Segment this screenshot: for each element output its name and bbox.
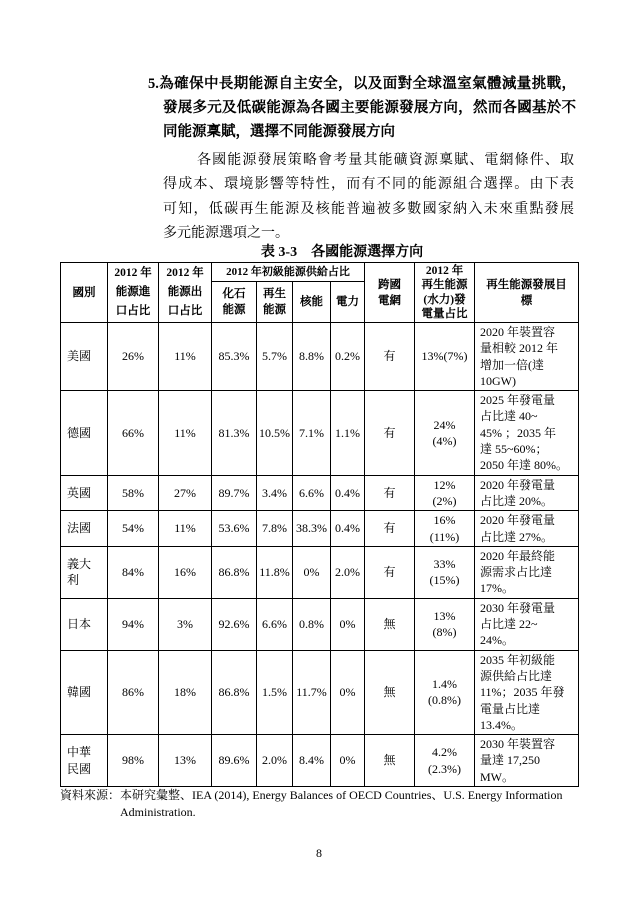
header-line: 能源出 [167, 286, 203, 298]
table-row [61, 391, 579, 475]
energy-choice-table [60, 262, 579, 787]
heading-line: 5.為確保中長期能源自主安全，以及面對全球溫室氣體減量挑戰， [148, 76, 576, 92]
country-name: 英國 [67, 485, 92, 500]
source-line: Administration. [120, 805, 196, 820]
renewable-generation-cell [415, 391, 475, 475]
header-cross-border-grid [365, 263, 415, 323]
import-share-cell: 26% [108, 323, 159, 391]
header-line: 2012 年 [166, 267, 204, 279]
export-share-cell: 11% [159, 323, 212, 391]
cross-border-grid-cell: 有 [365, 546, 415, 598]
country-name: 德國 [67, 425, 92, 440]
renewable-generation-cell [415, 475, 475, 511]
cell-line: 13% [433, 608, 456, 623]
renewable-share-cell: 6.6% [257, 598, 293, 650]
electricity-share-cell: 0.4% [331, 475, 365, 511]
country-cell [61, 598, 108, 650]
renewable-generation-cell [415, 598, 475, 650]
header-line: 2012 年 [425, 264, 464, 277]
cell-line: 2050 年達 80%。 [480, 458, 568, 473]
cross-border-grid-cell: 無 [365, 735, 415, 787]
header-line: 再生能源發展目 [486, 278, 567, 291]
header-renewable-generation [415, 263, 475, 323]
renewable-target-cell [475, 391, 579, 475]
table-row [61, 546, 579, 598]
cell-line: 2020 年最終能 [480, 548, 556, 563]
export-share-cell: 18% [159, 650, 212, 734]
header-country: 國別 [61, 263, 108, 323]
renewable-share-cell: 10.5% [257, 391, 293, 475]
cell-line: 4.2% [432, 745, 457, 760]
paragraph-line: 得成本、環境影響等特性，而有不同的能源組合選擇。由下表 [163, 177, 574, 193]
renewable-target-cell [475, 323, 579, 391]
header-export-share [159, 263, 212, 323]
header-line: 口占比 [167, 305, 203, 317]
nuclear-share-cell: 8.4% [293, 735, 331, 787]
renewable-share-cell: 5.7% [257, 323, 293, 391]
source-line: 本研究彙整、IEA (2014), Energy Balances of OECD Countries、U.S. Energy Information [120, 788, 563, 803]
country-cell [61, 735, 108, 787]
country-cell [61, 511, 108, 547]
cell-line: 17%。 [480, 581, 514, 596]
cell-line: 45% ；2035 年 [480, 425, 556, 440]
electricity-share-cell: 1.1% [331, 391, 365, 475]
electricity-share-cell: 0.2% [331, 323, 365, 391]
cell-line: MW。 [480, 769, 514, 784]
cell-line: 13.4%。 [480, 717, 523, 732]
cell-line: 量相較 2012 年 [480, 341, 559, 356]
renewable-share-cell: 1.5% [257, 650, 293, 734]
table-row [61, 323, 579, 391]
cell-line: 13%(7%) [421, 349, 468, 364]
fossil-share-cell: 89.6% [212, 735, 257, 787]
header-fossil [212, 282, 257, 323]
country-name: 民國 [67, 761, 92, 776]
cell-line: 16% [433, 513, 456, 528]
import-share-cell: 94% [108, 598, 159, 650]
table-row [61, 735, 579, 787]
country-name: 法國 [67, 521, 92, 536]
paragraph-line: 多元能源選項之一。 [163, 226, 289, 242]
country-cell [61, 546, 108, 598]
cell-line: 33% [433, 557, 456, 571]
body-paragraph [163, 149, 574, 247]
header-renewable-target [475, 263, 579, 323]
header-line: 能源進 [115, 286, 151, 298]
table-header-row [61, 263, 579, 282]
cell-line: 增加一倍(達 [480, 357, 544, 372]
cell-line: (2.3%) [428, 761, 461, 776]
table-caption: 表 3-3 各國能源選擇方向 [260, 245, 424, 260]
cell-line: 24% [433, 417, 456, 432]
source-note [60, 787, 578, 821]
nuclear-share-cell: 11.7% [293, 650, 331, 734]
export-share-cell: 11% [159, 391, 212, 475]
paragraph-line: 各國能源發展策略會考量其能礦資源稟賦、電網條件、取 [197, 153, 574, 168]
fossil-share-cell: 92.6% [212, 598, 257, 650]
fossil-share-cell: 85.3% [212, 323, 257, 391]
cell-line: 占比達 40~ [480, 409, 538, 424]
export-share-cell: 3% [159, 598, 212, 650]
renewable-share-cell: 3.4% [257, 475, 293, 511]
nuclear-share-cell: 0% [293, 546, 331, 598]
import-share-cell: 98% [108, 735, 159, 787]
renewable-target-cell [475, 546, 579, 598]
import-share-cell: 54% [108, 511, 159, 547]
renewable-share-cell: 2.0% [257, 735, 293, 787]
electricity-share-cell: 0% [331, 650, 365, 734]
cell-line: (8%) [432, 625, 457, 640]
renewable-target-cell [475, 598, 579, 650]
nuclear-share-cell: 8.8% [293, 323, 331, 391]
header-import-share [108, 263, 159, 323]
header-primary-supply-group: 2012 年初級能源供給占比 [212, 263, 365, 282]
cell-line: 11%；2035 年發 [480, 685, 565, 700]
export-share-cell: 27% [159, 475, 212, 511]
header-electricity: 電力 [331, 282, 365, 323]
renewable-generation-cell [415, 735, 475, 787]
country-name: 韓國 [67, 685, 92, 700]
import-share-cell: 86% [108, 650, 159, 734]
renewable-share-cell: 11.8% [257, 546, 293, 598]
country-name: 利 [67, 573, 80, 588]
cross-border-grid-cell: 無 [365, 598, 415, 650]
cell-line: 占比達 22~ [480, 617, 538, 632]
renewable-share-cell: 7.8% [257, 511, 293, 547]
country-name: 中華 [67, 745, 92, 760]
cell-line: 2025 年發電量 [480, 393, 556, 408]
country-cell [61, 475, 108, 511]
renewable-generation-cell [415, 323, 475, 391]
cell-line: 2020 年裝置容 [480, 325, 556, 339]
nuclear-share-cell: 6.6% [293, 475, 331, 511]
header-renewable [257, 282, 293, 323]
cell-line: 1.4% [432, 677, 457, 692]
header-line: 2012 年 [114, 267, 152, 279]
cross-border-grid-cell: 有 [365, 391, 415, 475]
cell-line: 占比達 20%。 [480, 493, 553, 508]
cell-line: 2030 年發電量 [480, 600, 556, 615]
import-share-cell: 66% [108, 391, 159, 475]
cross-border-grid-cell: 有 [365, 475, 415, 511]
header-line: 電量占比 [421, 308, 468, 320]
nuclear-share-cell: 38.3% [293, 511, 331, 547]
table-row [61, 650, 579, 734]
source-text [120, 787, 563, 821]
import-share-cell: 84% [108, 546, 159, 598]
cell-line: 2030 年裝置容 [480, 737, 556, 752]
table-row [61, 598, 579, 650]
electricity-share-cell: 0% [331, 735, 365, 787]
fossil-share-cell: 86.8% [212, 546, 257, 598]
renewable-target-cell [475, 475, 579, 511]
cell-line: 10GW) [480, 373, 516, 388]
header-line: 標 [520, 294, 533, 307]
import-share-cell: 58% [108, 475, 159, 511]
country-name: 日本 [67, 617, 92, 632]
heading-line: 同能源稟賦，選擇不同能源發展方向 [163, 124, 395, 140]
cross-border-grid-cell: 有 [365, 323, 415, 391]
cell-line: 12% [433, 477, 456, 492]
header-line: 跨國 [378, 278, 401, 291]
cell-line: 源供給占比達 [480, 668, 553, 683]
paragraph-line: 可知，低碳再生能源及核能普遍被多數國家納入未來重點發展 [163, 201, 574, 217]
cell-line: 2035 年初級能 [480, 652, 556, 667]
table-row [61, 475, 579, 511]
cell-line: (0.8%) [428, 693, 461, 708]
cell-line: 電量占比達 [480, 701, 541, 716]
fossil-share-cell: 81.3% [212, 391, 257, 475]
export-share-cell: 16% [159, 546, 212, 598]
page-number: 8 [316, 846, 322, 860]
cell-line: (4%) [432, 433, 457, 448]
source-label: 資料來源： [60, 788, 121, 803]
nuclear-share-cell: 7.1% [293, 391, 331, 475]
header-line: (水力)發 [423, 293, 466, 306]
cell-line: 達 55~60%； [480, 442, 548, 457]
header-line: 再生 [263, 288, 286, 300]
country-cell [61, 650, 108, 734]
export-share-cell: 13% [159, 735, 212, 787]
renewable-generation-cell [415, 650, 475, 734]
cell-line: (11%) [429, 529, 460, 544]
renewable-target-cell [475, 511, 579, 547]
nuclear-share-cell: 0.8% [293, 598, 331, 650]
cell-line: (2%) [432, 493, 457, 508]
country-name: 美國 [67, 349, 92, 364]
renewable-target-cell [475, 735, 579, 787]
cross-border-grid-cell: 無 [365, 650, 415, 734]
header-line: 能源 [222, 304, 246, 316]
table-block [60, 262, 578, 821]
header-nuclear: 核能 [293, 282, 331, 323]
cell-line: 2020 年發電量 [480, 477, 556, 492]
cell-line: 24%。 [480, 633, 514, 648]
cell-line: 源需求占比達 [480, 565, 553, 580]
cell-line: 量達 17,250 [480, 753, 541, 768]
country-cell [61, 391, 108, 475]
header-line: 口占比 [115, 305, 151, 317]
country-name: 義大 [67, 557, 92, 571]
header-line: 電網 [378, 294, 401, 307]
table-row [61, 511, 579, 547]
heading-line: 發展多元及低碳能源為各國主要能源發展方向，然而各國基於不 [163, 100, 576, 116]
renewable-generation-cell [415, 511, 475, 547]
cell-line: (15%) [429, 573, 460, 588]
export-share-cell: 11% [159, 511, 212, 547]
electricity-share-cell: 0% [331, 598, 365, 650]
electricity-share-cell: 0.4% [331, 511, 365, 547]
header-line: 能源 [263, 304, 286, 316]
renewable-target-cell [475, 650, 579, 734]
fossil-share-cell: 86.8% [212, 650, 257, 734]
section-heading [148, 72, 576, 144]
cross-border-grid-cell: 有 [365, 511, 415, 547]
renewable-generation-cell [415, 546, 475, 598]
fossil-share-cell: 53.6% [212, 511, 257, 547]
cell-line: 占比達 27%。 [480, 529, 553, 544]
electricity-share-cell: 2.0% [331, 546, 365, 598]
header-line: 化石 [222, 288, 246, 300]
header-line: 再生能源 [421, 279, 468, 291]
cell-line: 2020 年發電量 [480, 513, 556, 528]
country-cell [61, 323, 108, 391]
fossil-share-cell: 89.7% [212, 475, 257, 511]
